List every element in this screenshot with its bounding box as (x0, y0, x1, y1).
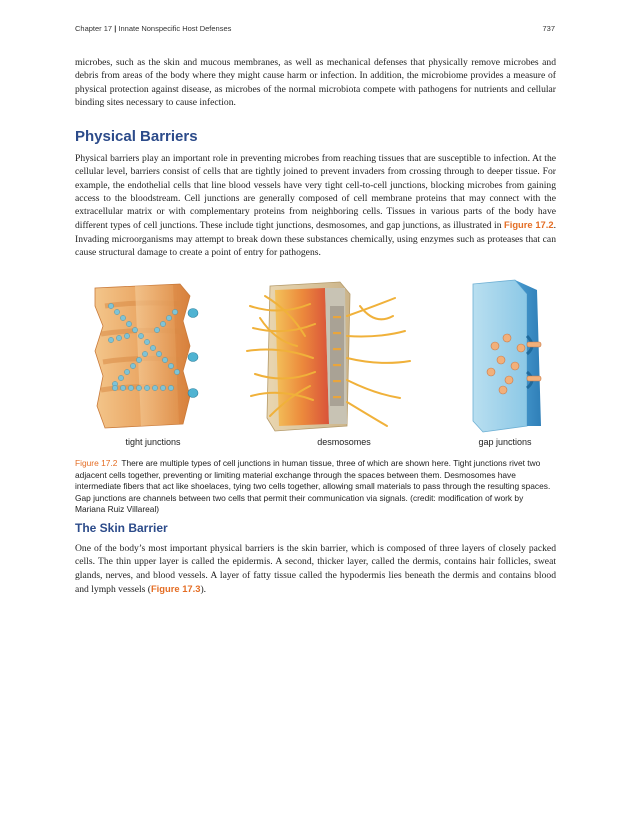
paragraph-text: One of the body’s most important physical barriers is the skin barrier, which is composed of three layers of closely packed cells. The thin upper layer is called the epidermis. A second, thicker layer, called the dermis, contains hair follicles, sweat glands, nerves, and blood vessels. A layer of fatty tissue called the hypodermis lies beneath the dermis and contains blood and lymph vessels ( (75, 543, 556, 595)
section-heading: Physical Barriers (75, 128, 198, 145)
chapter-heading (75, 24, 231, 33)
chapter-title: Innate Nonspecific Host Defenses (118, 24, 232, 33)
figure-caption (75, 458, 555, 516)
caption-figure-number: Figure 17.2 (75, 458, 118, 468)
figure-reference-link[interactable]: Figure 17.2 (504, 219, 554, 231)
chapter-number: Chapter 17 (75, 24, 113, 33)
paragraph-text: Physical barriers play an important role in preventing microbes from reaching tissues that are susceptible to infection. At the cellular level, barriers consist of cells that are tightly joined to prevent invaders from crossing through to deeper tissue. For example, the endothelial cells that line blood vessels have very tight cell-to-cell junctions, blocking microbes from gaining access to the bloodstream. Cell junctions are generally composed of cell membrane proteins that may connect with the extracellular matrix or with complementary proteins from neighboring cells. Tissues in various parts of the body have different types of cell junctions. These include tight junctions, desmosomes, and gap junctions, as illustrated in (75, 153, 556, 232)
paragraph-text: . Invading microorganisms may attempt to break down these substances chemically, using enzymes such as proteases that can cause structural damage to create a point of entry for pathogens. (75, 220, 556, 259)
header-separator: | (114, 24, 117, 33)
tight-junctions-drawing (95, 284, 198, 428)
gap-junctions-drawing (473, 280, 541, 432)
physical-barriers-paragraph (75, 152, 556, 259)
tight-junctions-label: tight junctions (125, 437, 181, 447)
intro-paragraph: microbes, such as the skin and mucous membranes, as well as mechanical defenses that physically remove microbes and debris from areas of the body where they might cause harm or infection. In addition, the microbiome provides a measure of physical protection against disease, as microbes of the normal microbiota compete with pathogens for nutrients and cellular binding sites necessary to cause infection. (75, 57, 556, 108)
desmosomes-label: desmosomes (317, 437, 371, 447)
subsection-heading: The Skin Barrier (75, 521, 168, 535)
cell-junctions-figure (75, 276, 556, 456)
running-header (75, 24, 555, 38)
cell-junctions-illustration (75, 276, 556, 436)
paragraph-text: ). (200, 583, 207, 595)
caption-text: There are multiple types of cell junctions in human tissue, three of which are shown here. Tight junctions rivet two adjacent cells together, preventing or limiting material exchange through the spaces between them. Desmosomes have intermediate fibers that act like shoelaces, tying two cells together, allowing small materials to pass through the resulting spaces. Gap junctions are channels between two cells that permit their communication via signals. (credit: modification of work by Mariana Ruiz Villareal) (75, 458, 551, 514)
page-number: 737 (542, 24, 555, 33)
figure-reference-link[interactable]: Figure 17.3 (150, 582, 201, 594)
gap-junctions-label: gap junctions (478, 437, 532, 447)
desmosomes-drawing (247, 282, 410, 431)
skin-barrier-paragraph (75, 542, 556, 596)
